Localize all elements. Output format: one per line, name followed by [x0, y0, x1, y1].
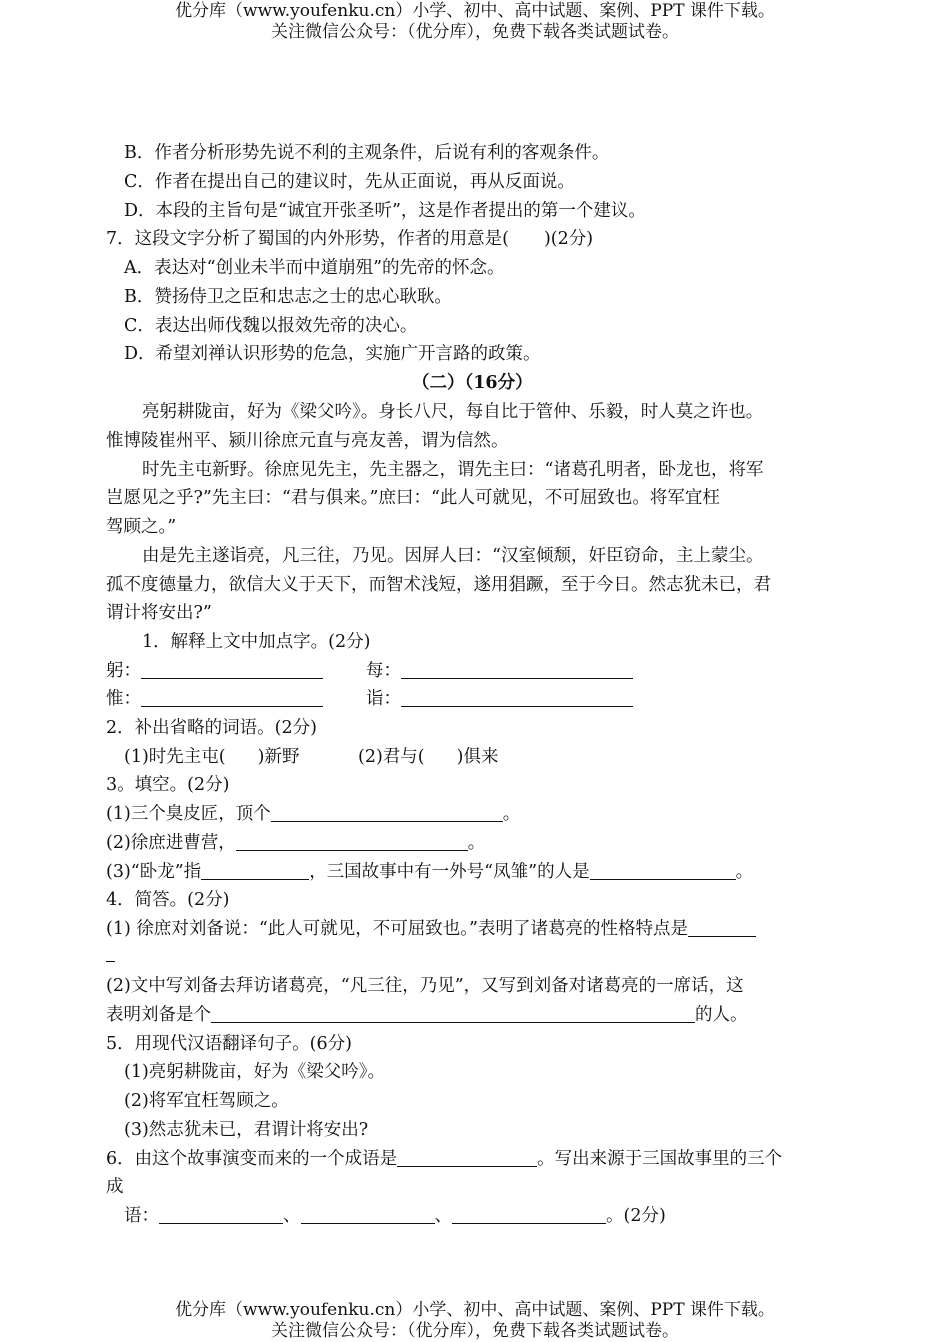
- q1-wei-blank[interactable]: [141, 688, 323, 707]
- q4-item-1-text: (1) 徐庶对刘备说：“此人可就见，不可屈致也。”表明了诸葛亮的性格特点是: [106, 919, 688, 939]
- q3-item-3-text: (3)“卧龙”指: [106, 862, 202, 882]
- q1-mei: [366, 658, 633, 684]
- q3-item-1-end: 。: [502, 804, 521, 824]
- q4-item-2-line1: (2)文中写刘备去拜访诸葛亮，“凡三往，乃见”，又写到刘备对诸葛亮的一席话，这: [106, 976, 744, 996]
- q2-item-1: [124, 744, 299, 770]
- q6-sep-1: 、: [283, 1206, 301, 1226]
- q4-item-2-text: 表明刘备是个: [106, 1005, 211, 1025]
- q6-blank-1[interactable]: [159, 1205, 283, 1224]
- q6-blank-2[interactable]: [301, 1205, 435, 1224]
- q4-item-2-end: 的人。: [695, 1005, 748, 1025]
- q4-item-1-blank-continued[interactable]: [106, 961, 115, 962]
- q3-item-3: [106, 859, 753, 885]
- q3-item-3-blank-2[interactable]: [590, 861, 736, 880]
- q4-item-2-line2: [106, 1002, 748, 1028]
- q5-stem: 5．用现代汉语翻译句子。(6分): [106, 1034, 352, 1054]
- q1-yi: [366, 686, 633, 712]
- q4-stem: 4．简答。(2分): [106, 890, 230, 910]
- passage-p3-line1: 由是先主遂诣亮，凡三往，乃见。因屏人曰：“汉室倾颓，奸臣窃命，主上蒙尘。: [142, 546, 764, 566]
- q3-item-3-end: 。: [735, 862, 754, 882]
- q4-item-1-blank[interactable]: [688, 918, 756, 937]
- q5-item-2: (2)将军宜枉驾顾之。: [124, 1091, 289, 1111]
- q6-text-2: 。写出来源于三国故事里的三个: [537, 1149, 783, 1169]
- footer-line-1: 优分库（www.youfenku.cn）小学、初中、高中试题、案例、PPT 课件下载。: [175, 1300, 775, 1320]
- q3-item-2: [106, 830, 485, 856]
- passage-p3-line3: 谓计将安出?”: [106, 603, 212, 623]
- q1-mei-blank[interactable]: [401, 660, 633, 679]
- q6-idiom-blank[interactable]: [397, 1148, 537, 1167]
- q3-item-3-blank-1[interactable]: [201, 861, 309, 880]
- q2-item-2-before: (2)君与(: [358, 747, 425, 767]
- q6-line1: [106, 1146, 782, 1172]
- q3-item-2-end: 。: [467, 833, 486, 853]
- q2-stem: 2．补出省略的词语。(2分): [106, 718, 317, 738]
- q7-stem: 7．这段文字分析了蜀国的内外形势，作者的用意是( )(2分): [106, 229, 594, 249]
- q3-item-2-text: (2)徐庶进曹营，: [106, 833, 236, 853]
- passage-p1-line1: 亮躬耕陇亩，好为《梁父吟》。身长八尺，每自比于管仲、乐毅，时人莫之许也。: [142, 402, 764, 422]
- q1-wei-label: 惟：: [106, 689, 141, 709]
- q3-item-1-text: (1)三个臭皮匠，顶个: [106, 804, 271, 824]
- q6-text-1: 6．由这个故事演变而来的一个成语是: [106, 1149, 398, 1169]
- passage-p1-line2: 惟博陵崔州平、颍川徐庶元直与亮友善，谓为信然。: [106, 431, 509, 451]
- q3-item-3-mid: ，三国故事中有一外号“凤雏”的人是: [309, 862, 590, 882]
- passage-p3-line2: 孤不度德量力，欲信大义于天下，而智术浅短，遂用猖蹶，至于今日。然志犹未已，君: [106, 575, 771, 595]
- q4-item-2-blank[interactable]: [211, 1004, 695, 1023]
- q6-sep-2: 、: [434, 1206, 452, 1226]
- q6-option-c: C．作者在提出自己的建议时，先从正面说，再从反面说。: [124, 172, 575, 192]
- q6-label: 语：: [124, 1206, 159, 1226]
- q7-option-b: B．赞扬侍卫之臣和忠志之士的忠心耿耿。: [124, 287, 452, 307]
- q1-wei: [106, 686, 323, 712]
- q1-yi-label: 诣：: [366, 689, 401, 709]
- footer-line-2: 关注微信公众号：（优分库），免费下载各类试题试卷。: [271, 1321, 679, 1341]
- q2-item-2: [358, 744, 498, 770]
- q5-item-1: (1)亮躬耕陇亩，好为《梁父吟》。: [124, 1062, 386, 1082]
- q1-stem: 1．解释上文中加点字。(2分): [142, 632, 371, 652]
- q6-option-b: B．作者分析形势先说不利的主观条件，后说有利的客观条件。: [124, 143, 610, 163]
- q3-stem: 3。填空。(2分): [106, 775, 230, 795]
- q6-line3: [124, 1203, 666, 1229]
- q6-option-d: D．本段的主旨句是“诚宜开张圣听”，这是作者提出的第一个建议。: [124, 201, 646, 221]
- q1-gong-blank[interactable]: [141, 660, 323, 679]
- header-line-1: 优分库（www.youfenku.cn）小学、初中、高中试题、案例、PPT 课件下载。: [175, 1, 775, 21]
- q7-option-c: C．表达出师伐魏以报效先帝的决心。: [124, 316, 418, 336]
- q1-gong: [106, 658, 323, 684]
- q6-blank-3[interactable]: [452, 1205, 606, 1224]
- q1-gong-label: 躬：: [106, 661, 141, 681]
- q3-item-1: [106, 801, 520, 827]
- q2-item-1-after: )新野: [257, 747, 300, 767]
- q1-yi-blank[interactable]: [401, 688, 633, 707]
- q4-item-1: [106, 916, 756, 942]
- q7-option-d: D．希望刘禅认识形势的危急，实施广开言路的政策。: [124, 344, 541, 364]
- passage-p2-line3: 驾顾之。”: [106, 517, 177, 537]
- q2-item-2-after: )俱来: [456, 747, 499, 767]
- q3-item-2-blank[interactable]: [236, 832, 468, 851]
- q5-item-3: (3)然志犹未已，君谓计将安出?: [124, 1120, 369, 1140]
- q2-item-1-before: (1)时先主屯(: [124, 747, 226, 767]
- passage-p2-line2: 岂愿见之乎?”先主曰：“君与俱来。”庶曰：“此人可就见，不可屈致也。将军宜枉: [106, 488, 720, 508]
- section-title: （二）（16分）: [412, 373, 533, 393]
- q1-mei-label: 每：: [366, 661, 401, 681]
- q6-line2: 成: [106, 1177, 124, 1197]
- q3-item-1-blank[interactable]: [271, 803, 503, 822]
- q7-option-a: A．表达对“创业未半而中道崩殂”的先帝的怀念。: [124, 258, 505, 278]
- header-line-2: 关注微信公众号：（优分库），免费下载各类试题试卷。: [271, 22, 679, 42]
- q6-end: 。(2分): [606, 1206, 666, 1226]
- passage-p2-line1: 时先主屯新野。徐庶见先主，先主器之，谓先主曰：“诸葛孔明者，卧龙也，将军: [142, 460, 764, 480]
